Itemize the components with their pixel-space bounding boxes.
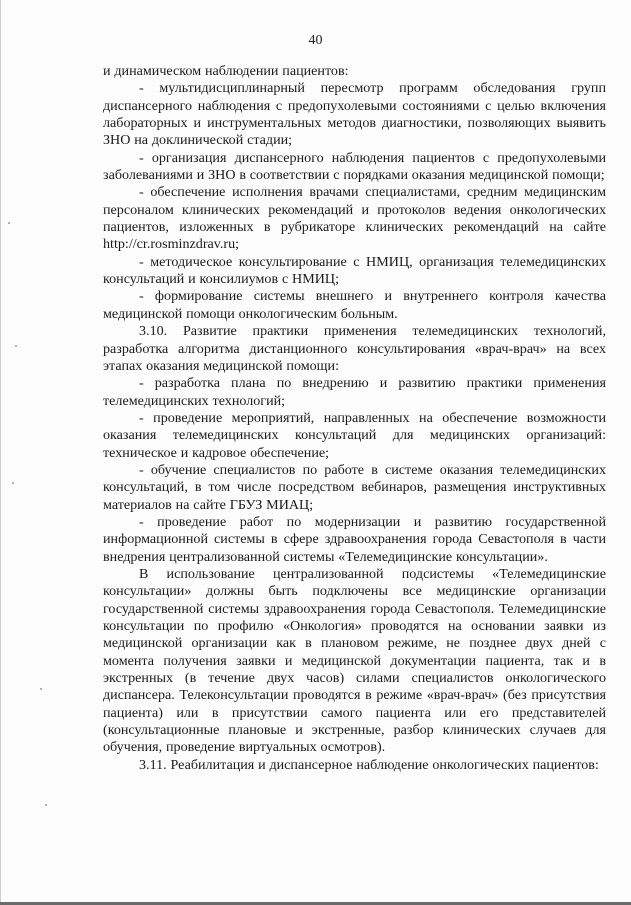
scan-speck <box>12 482 14 484</box>
section-3-10-heading: 3.10. Развитие практики применения телемедицинских технологий, разработка алгоритма дистанционного консультирования «врач-врач» на всех этапах оказания медицинской помощи: <box>103 323 606 374</box>
bullet-plan-development: - разработка плана по внедрению и развитию практики применения телемедицинских технологий; <box>103 375 606 409</box>
bullet-organization-dispensary: - организация диспансерного наблюдения пациентов с предопухолевыми заболеваниями и ЗНО в соответствии с порядками оказания медицинской помощи; <box>103 149 606 184</box>
paragraph-intro: и динамическом наблюдении пациентов: <box>103 63 349 79</box>
scan-speck <box>45 804 47 806</box>
bullet-clinical-guidelines: - обеспечение исполнения врачами специалистами, средним медицинским персоналом клинических рекомендаций и протоколов ведения онкологических пациентов, изложенных в рубрикаторе клинических рекомендаций на сайте http://cr.rosminzdrav.ru; <box>103 184 606 253</box>
scan-speck <box>15 345 17 347</box>
bullet-multidisciplinary-review: - мультидисциплинарный пересмотр программ обследования групп диспансерного наблюдения с предопухолевыми состояниями с целью включения лабораторных и инструментальных методов диагностики, позволяющих выявить ЗНО на доклинической стадии; <box>103 80 606 149</box>
scan-speck <box>8 222 10 224</box>
page-number: 40 <box>308 33 323 48</box>
document-body <box>103 63 606 774</box>
bullet-specialist-training: - обучение специалистов по работе в системе оказания телемедицинских консультаций, в том числе посредством вебинаров, размещения инструктивных материалов на сайте ГБУЗ МИАЦ; <box>103 461 606 513</box>
scan-speck <box>40 688 42 690</box>
bullet-methodical-consulting: - методическое консультирование с НМИЦ, организация телемедицинских консультаций и консилиумов с НМИЦ; <box>103 253 606 288</box>
bullet-quality-control: - формирование системы внешнего и внутреннего контроля качества медицинской помощи онкологическим больным. <box>103 288 606 322</box>
bullet-system-modernization: - проведение работ по модернизации и развитию государственной информационной системы в сфере здравоохранения города Севастополя в части внедрения централизованной системы «Телемедицинские консультации». <box>103 513 606 565</box>
section-3-11-heading: 3.11. Реабилитация и диспансерное наблюдение онкологических пациентов: <box>139 756 599 773</box>
paragraph-telemedicine-usage: В использование централизованной подсистемы «Телемедицинские консультации» должны быть подключены все медицинские организации государственной системы здравоохранения города Севастополя. Телемедицинские консультации по профилю «Онкология» проводятся на основании заявки из медицинской организации как в плановом режиме, не позднее двух дней с момента получения заявки и медицинской документации пациента, так и в экстренных (в течение двух часов) силами специалистов онкологического диспансера. Телеконсультации проводятся в режиме «врач-врач» (без присутствия пациента) или в присутствии самого пациента или его представителей (консультационные плановые и экстренные, разбор клинических случаев для обучения, проведение виртуальных осмотров). <box>103 565 606 756</box>
scan-left-edge <box>0 0 1 905</box>
bullet-technical-support: - проведение мероприятий, направленных на обеспечение возможности оказания телемедицинских консультаций для медицинских организаций: техническое и кадровое обеспечение; <box>103 409 606 461</box>
